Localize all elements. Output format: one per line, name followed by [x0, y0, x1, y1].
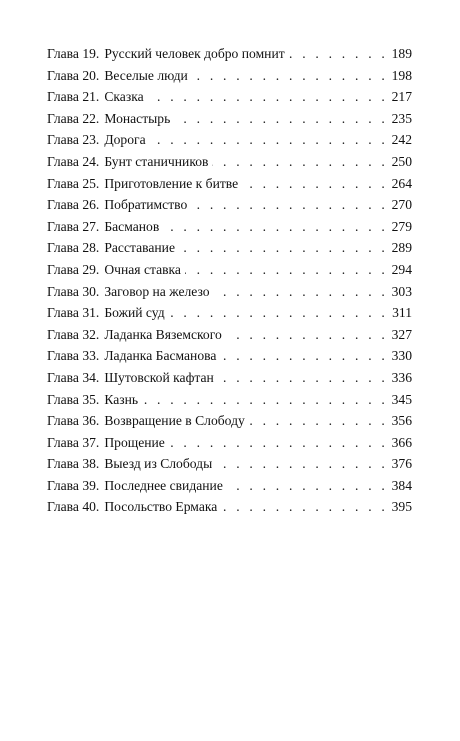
toc-page-number: 270 — [391, 197, 412, 213]
toc-entry — [47, 281, 412, 303]
toc-dot-leader — [221, 496, 388, 518]
toc-dot-leader — [174, 108, 388, 130]
toc-dot-leader — [216, 453, 388, 475]
toc-chapter-number: Глава 32. — [47, 326, 100, 342]
toc-dot-leader — [191, 194, 388, 216]
toc-entry — [47, 43, 412, 65]
toc-entry — [47, 216, 412, 238]
toc-page-number: 217 — [391, 89, 412, 105]
toc-chapter-title: Расставание — [104, 240, 175, 256]
toc-chapter-title: Русский человек добро помнит — [104, 46, 285, 61]
toc-dot-leader — [214, 281, 388, 303]
toc-chapter-title: Прощение — [104, 434, 165, 450]
toc-dot-leader — [249, 410, 388, 432]
toc-dot-leader — [169, 432, 388, 454]
toc-page-number: 330 — [391, 348, 412, 364]
toc-page-number: 311 — [392, 305, 412, 321]
toc-entry — [47, 496, 412, 518]
toc-chapter-title: Дорога — [104, 132, 146, 148]
toc-entry — [47, 151, 412, 173]
toc-entry — [47, 389, 412, 411]
table-of-contents — [47, 43, 412, 518]
toc-chapter-title: Побратимство — [104, 197, 188, 213]
toc-entry — [47, 237, 412, 259]
toc-page-number: 242 — [391, 132, 412, 148]
toc-page-number: 384 — [391, 477, 412, 493]
toc-page-number: 279 — [391, 218, 412, 234]
toc-chapter-title: Ладанка Басманова — [104, 348, 217, 364]
toc-chapter-title: Приготовление к битве — [104, 175, 239, 191]
toc-chapter-title: Сказка — [104, 89, 144, 105]
toc-page-number: 376 — [391, 456, 412, 472]
toc-chapter-number: Глава 33. — [47, 348, 100, 364]
toc-chapter-title: Шутовской кафтан — [104, 369, 214, 385]
toc-chapter-title: Веселые люди — [104, 67, 188, 83]
toc-entry — [47, 410, 412, 432]
toc-page-number: 336 — [391, 369, 412, 385]
toc-chapter-title: Последнее свидание — [104, 477, 223, 493]
toc-entry — [47, 86, 412, 108]
toc-chapter-title: Возвращение в Слободу — [104, 413, 245, 429]
toc-chapter-number: Глава 38. — [47, 456, 100, 472]
toc-entry — [47, 173, 412, 195]
toc-page-number: 345 — [391, 391, 412, 407]
toc-page-number: 235 — [391, 110, 412, 126]
toc-page-number: 264 — [391, 175, 412, 191]
toc-dot-leader — [142, 389, 388, 411]
toc-entry — [47, 302, 412, 324]
toc-page-number: 395 — [391, 499, 412, 515]
toc-chapter-title: Божий суд — [104, 305, 165, 321]
toc-entry — [47, 65, 412, 87]
toc-entry — [47, 129, 412, 151]
toc-dot-leader — [242, 173, 388, 195]
toc-dot-leader — [179, 237, 388, 259]
toc-page-number: 189 — [391, 46, 412, 61]
toc-dot-leader — [148, 86, 388, 108]
toc-page-number: 289 — [391, 240, 412, 256]
toc-dot-leader — [220, 345, 388, 367]
toc-entry — [47, 345, 412, 367]
toc-chapter-number: Глава 21. — [47, 89, 100, 105]
toc-chapter-title: Бунт станичников — [104, 153, 209, 169]
toc-chapter-title: Монастырь — [104, 110, 171, 126]
toc-chapter-number: Глава 19. — [47, 46, 100, 61]
toc-page-number: 250 — [391, 153, 412, 169]
toc-chapter-title: Выезд из Слободы — [104, 456, 213, 472]
toc-chapter-number: Глава 26. — [47, 197, 100, 213]
toc-chapter-number: Глава 23. — [47, 132, 100, 148]
toc-dot-leader — [227, 475, 388, 497]
toc-chapter-number: Глава 22. — [47, 110, 100, 126]
toc-chapter-number: Глава 37. — [47, 434, 100, 450]
toc-page-number: 294 — [391, 261, 412, 277]
toc-entry — [47, 475, 412, 497]
toc-dot-leader — [212, 151, 388, 173]
toc-chapter-number: Глава 28. — [47, 240, 100, 256]
toc-chapter-number: Глава 40. — [47, 499, 100, 515]
toc-chapter-number: Глава 27. — [47, 218, 100, 234]
toc-dot-leader — [226, 324, 388, 346]
toc-chapter-number: Глава 35. — [47, 391, 100, 407]
toc-chapter-title: Заговор на железо — [104, 283, 210, 299]
toc-dot-leader — [185, 259, 388, 281]
toc-chapter-title: Посольство Ермака — [104, 499, 218, 515]
toc-page-number: 327 — [391, 326, 412, 342]
toc-page-number: 198 — [391, 67, 412, 83]
toc-entry — [47, 108, 412, 130]
toc-dot-leader — [218, 367, 388, 389]
toc-dot-leader — [163, 216, 388, 238]
toc-chapter-number: Глава 25. — [47, 175, 100, 191]
toc-chapter-title: Басманов — [104, 218, 160, 234]
toc-page-number: 366 — [391, 434, 412, 450]
toc-entry — [47, 432, 412, 454]
toc-chapter-number: Глава 20. — [47, 67, 100, 83]
toc-page-number: 356 — [391, 413, 412, 429]
toc-chapter-number: Глава 39. — [47, 477, 100, 493]
toc-entry — [47, 194, 412, 216]
toc-dot-leader — [169, 302, 388, 324]
toc-chapter-number: Глава 29. — [47, 261, 100, 277]
toc-entry — [47, 259, 412, 281]
toc-chapter-title: Очная ставка — [104, 261, 181, 277]
toc-entry — [47, 367, 412, 389]
toc-chapter-number: Глава 30. — [47, 283, 100, 299]
toc-chapter-number: Глава 31. — [47, 305, 100, 321]
toc-entry — [47, 453, 412, 475]
toc-chapter-title: Казнь — [104, 391, 139, 407]
toc-dot-leader — [192, 65, 388, 87]
toc-page-number: 303 — [391, 283, 412, 299]
toc-chapter-title: Ладанка Вяземского — [104, 326, 222, 342]
toc-dot-leader — [289, 43, 388, 65]
toc-dot-leader — [150, 129, 388, 151]
toc-chapter-number: Глава 24. — [47, 153, 100, 169]
toc-entry — [47, 324, 412, 346]
toc-chapter-number: Глава 36. — [47, 413, 100, 429]
toc-chapter-number: Глава 34. — [47, 369, 100, 385]
